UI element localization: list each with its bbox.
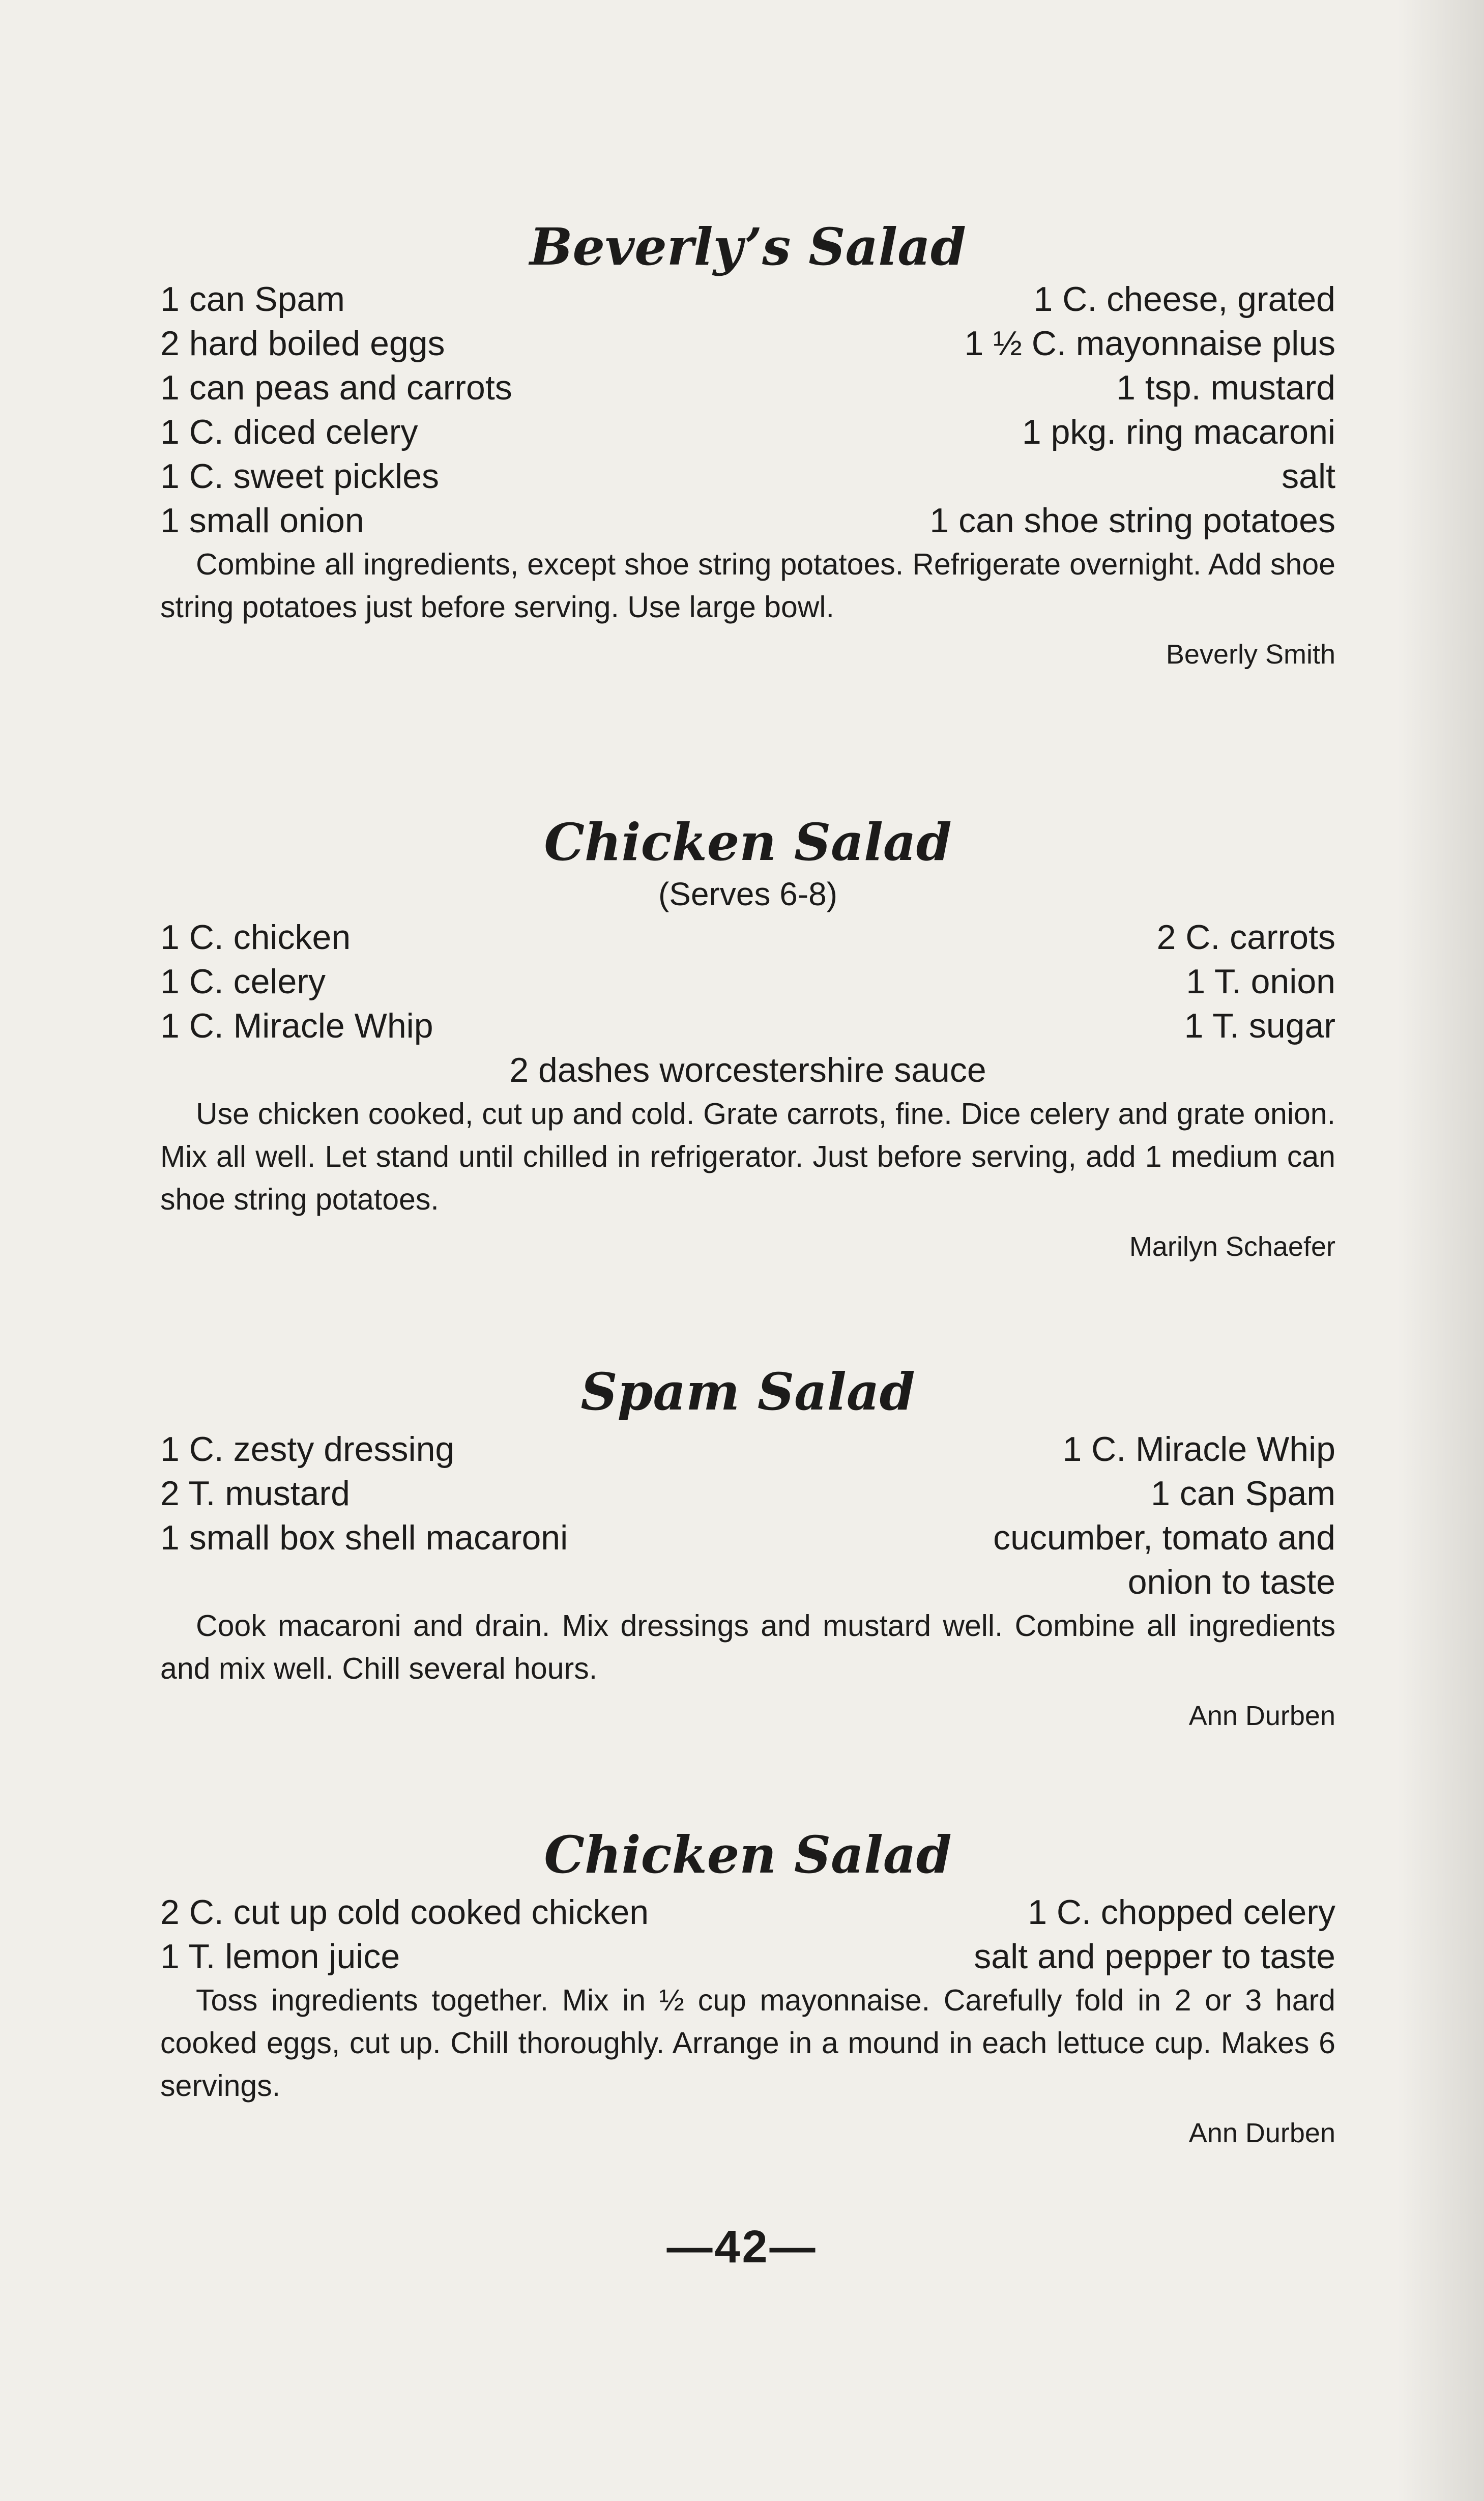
page-number: —42— <box>666 2222 818 2273</box>
ingredient: cucumber, tomato and <box>993 1518 1335 1557</box>
ingredient-column-right <box>1157 915 1335 1048</box>
ingredient: salt and pepper to taste <box>974 1937 1335 1976</box>
ingredient: 1 can peas and carrots <box>160 368 512 407</box>
ingredient: 2 hard boiled eggs <box>160 324 445 363</box>
recipe-servings: (Serves 6-8) <box>658 876 838 912</box>
recipe-directions: Toss ingredients together. Mix in ½ cup mayonnaise. Carefully fold in 2 or 3 hard cooked eggs, cut up. Chill thoroughly. Arrange in a mound in each lettuce cup. Makes 6 servings. <box>160 1983 1335 2103</box>
recipe-directions: Use chicken cooked, cut up and cold. Grate carrots, fine. Dice celery and grate onion. Mix all well. Let stand until chilled in refrigerator. Just before serving, add 1 medium can shoe string potatoes. <box>160 1097 1335 1216</box>
recipe-author: Ann Durben <box>1188 2118 1335 2148</box>
ingredient: 1 can shoe string potatoes <box>929 501 1335 540</box>
ingredient: 1 T. lemon juice <box>160 1937 400 1976</box>
recipe-beverlys-salad <box>160 216 1335 673</box>
ingredient: 1 C. Miracle Whip <box>160 1007 433 1045</box>
ingredient: 1 C. zesty dressing <box>160 1430 455 1469</box>
recipe-spam-salad <box>160 1361 1335 1735</box>
ingredient: 1 C. Miracle Whip <box>1062 1430 1335 1469</box>
ingredient: 2 C. carrots <box>1156 918 1335 957</box>
ingredient-column-right <box>974 1890 1335 1979</box>
recipe-directions: Cook macaroni and drain. Mix dressings and mustard well. Combine all ingredients and mix well. Chill several hours. <box>160 1609 1335 1685</box>
page-edge-shadow <box>1398 0 1484 2501</box>
recipe-chicken-salad-2 <box>160 1824 1335 2152</box>
ingredient: 1 C. diced celery <box>160 413 418 451</box>
ingredient: 1 pkg. ring macaroni <box>1022 413 1335 451</box>
ingredient: 1 can Spam <box>160 280 345 319</box>
ingredient-column-right <box>929 277 1335 543</box>
ingredient-column-right <box>993 1427 1335 1604</box>
ingredient: 1 T. sugar <box>1184 1007 1335 1045</box>
ingredient: 1 T. onion <box>1186 962 1335 1001</box>
ingredient-column-left <box>160 915 433 1048</box>
recipe-chicken-salad-1 <box>160 812 1335 1266</box>
ingredient-column-left <box>160 1427 568 1604</box>
ingredient-list <box>160 277 1335 543</box>
ingredient-centered: 2 dashes worcestershire sauce <box>509 1051 986 1089</box>
ingredient: 2 T. mustard <box>160 1474 350 1513</box>
recipe-author: Ann Durben <box>1188 1701 1335 1731</box>
ingredient: 1 can Spam <box>1151 1474 1335 1513</box>
recipe-directions: Combine all ingredients, except shoe string potatoes. Refrigerate overnight. Add shoe string potatoes just before serving. Use large bowl. <box>160 548 1335 624</box>
ingredient-list <box>160 1427 1335 1604</box>
recipe-author: Marilyn Schaefer <box>1129 1231 1335 1262</box>
ingredient-list <box>160 1890 1335 1979</box>
ingredient: 1 C. cheese, grated <box>1033 280 1335 319</box>
recipe-title: Chicken Salad <box>544 1825 952 1885</box>
ingredient: 1 tsp. mustard <box>1116 368 1335 407</box>
recipe-title: Chicken Salad <box>544 812 952 872</box>
ingredient: 1 C. chicken <box>160 918 351 957</box>
ingredient: 1 small onion <box>160 501 364 540</box>
ingredient: 2 C. cut up cold cooked chicken <box>160 1893 649 1932</box>
ingredient: 1 ½ C. mayonnaise plus <box>964 324 1335 363</box>
recipe-author: Beverly Smith <box>1166 639 1335 670</box>
recipe-title: Spam Salad <box>580 1362 915 1422</box>
ingredient-list <box>160 915 1335 1048</box>
ingredient: 1 small box shell macaroni <box>160 1518 568 1557</box>
recipe-title: Beverly’s Salad <box>530 217 966 277</box>
ingredient: onion to taste <box>1127 1563 1335 1601</box>
ingredient: 1 C. celery <box>160 962 326 1001</box>
ingredient: salt <box>1282 457 1335 496</box>
ingredient-column-left <box>160 277 512 543</box>
ingredient: 1 C. sweet pickles <box>160 457 439 496</box>
ingredient-column-left <box>160 1890 649 1979</box>
ingredient: 1 C. chopped celery <box>1028 1893 1335 1932</box>
